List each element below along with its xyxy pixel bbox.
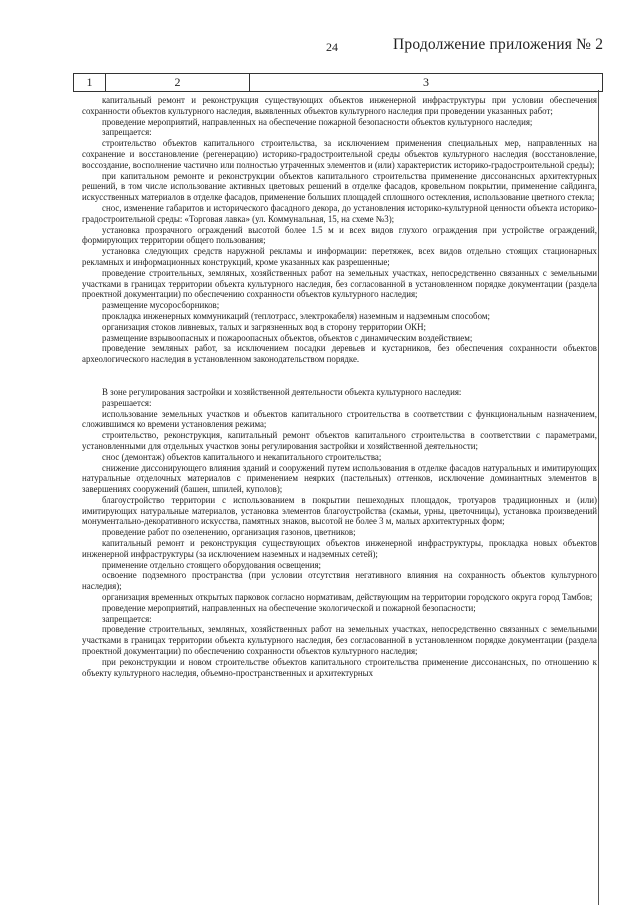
table-header-row (73, 73, 603, 92)
paragraph: благоустройство территории с использованием в покрытии пешеходных площадок, тротуаров традиционных и (или) имитирующих натуральные материалов, установка элементов благоустройства (скамьи, урны, цветочницы), установка произведений монументально-декоративного искусства, памятных знаков, высотой не более 3 м, малых архитектурных форм; (82, 494, 597, 527)
section-heading: В зоне регулирования застройки и хозяйственной деятельности объекта культурного наследия: (102, 386, 462, 397)
paragraph: при реконструкции и новом строительстве объектов капитального строительства применение диссонансных, по отношению к объекту культурного наследия, объемно-пространственных и архитектурных (82, 656, 597, 678)
paragraph: организация стоков ливневых, талых и загрязненных вод в сторону территории ОКН; (102, 321, 426, 332)
paragraph: снос, изменение габаритов и исторического фасадного декора, до установления историко-культурной ценности объекта историко-градостроительной среды: «Торговая лавка» (ул. Коммунальная, 15, на схеме №3); (82, 202, 597, 224)
paragraph: применение отдельно стоящего оборудования освещения; (102, 559, 322, 570)
paragraph: проведение строительных, земляных, хозяйственных работ на земельных участках, непосредственно связанных с земельными участками в границах территории объекта культурного наследия, без согласованной в установленном порядке документации (раздела проектной документации) по обеспечению сохранности объектов культурного наследия; (82, 267, 597, 300)
paragraph: при капитальном ремонте и реконструкции объектов капитального строительства применение диссонансных архитектурных решений, в том числе использование активных цветовых решений в отделке фасадов, кровельном покрытии, применение сайдинга, искусственных материалов в отделке фасадов, применение больших площадей сплошного остекления, использование цветного стекла; (82, 170, 597, 203)
paragraph: разрешается: (102, 397, 152, 408)
paragraph: использование земельных участков и объектов капитального строительства в соответствии с функциональным назначением, сложившимся ко времени установления режима; (82, 408, 597, 430)
paragraph: проведение мероприятий, направленных на обеспечение экологической и пожарной безопасности; (102, 602, 476, 613)
paragraph: запрещается: (102, 613, 152, 624)
paragraph: проведение строительных, земляных, хозяйственных работ на земельных участках, непосредственно связанных с земельными участками в границах территории объекта культурного наследия, без согласованной в установленном порядке документации (раздела проектной документации) по обеспечению сохранности объектов культурного наследия; (82, 624, 597, 657)
paragraph: прокладка инженерных коммуникаций (теплотрасс, электрокабеля) наземным и надземным способом; (102, 310, 490, 321)
paragraph: снижение диссонирующего влияния зданий и сооружений путем использования в отделке фасадов натуральных и имитирующих натуральные отделочных материалов с применением неярких (пастельных) оттенков, исключение доминантных элементов в завершениях сооружений (башен, шпилей, куполов); (82, 462, 597, 495)
paragraph: запрещается: (102, 127, 152, 138)
paragraph: капитальный ремонт и реконструкция существующих объектов инженерной инфраструктуры, прокладка новых объектов инженерной инфраструктуры (за исключением наземных и надземных сетей); (82, 538, 597, 559)
paragraph: проведение мероприятий, направленных на обеспечение пожарной безопасности объектов культурного наследия; (102, 116, 533, 127)
paragraph: строительство, реконструкция, капитальный ремонт объектов капитального строительства в соответствии с параметрами, установленными для отдельных участков зоны регулирования застройки и хозяйственной деятельности; (82, 430, 597, 451)
paragraph: снос (демонтаж) объектов капитального и некапитального строительства; (102, 451, 382, 462)
paragraph: освоение подземного пространства (при условии отсутствия негативного влияния на сохранность объектов культурного наследия); (82, 570, 597, 592)
document-body (82, 95, 597, 678)
paragraph: строительство объектов капитального строительства, за исключением применения специальных мер, направленных на сохранение и восстановление (регенерацию) историко-градостроительной среды объектов культурного наследия (восстановление, воссоздание, восполнение частично или полностью утраченных элементов и (или) характеристик историко-градостроительной среды); (82, 138, 597, 170)
paragraph: размещение взрывоопасных и пожароопасных объектов, объектов с динамическим воздействием; (102, 332, 473, 343)
page-number: 24 (326, 40, 338, 54)
appendix-title: Продолжение приложения № 2 (393, 36, 604, 53)
paragraph: организация временных открытых парковок согласно нормативам, действующим на территории городского округа город Тамбов; (102, 592, 593, 603)
paragraph: размещение мусоросборников; (102, 300, 220, 311)
paragraph: проведение земляных работ, за исключением посадки деревьев и кустарников, без обеспечения сохранности объектов археологического наследия в установленном законодательством порядке. (82, 343, 597, 365)
table-header-col-2: 2 (106, 74, 250, 91)
table-right-border (598, 90, 599, 905)
table-header-col-1: 1 (74, 74, 106, 91)
paragraph: установка прозрачного ограждений высотой более 1.5 м и всех видов глухого ограждения при устройстве ограждений, формирующих территории общего пользования; (82, 224, 597, 246)
paragraph: проведение работ по озеленению, организация газонов, цветников; (102, 527, 356, 538)
paragraph: капитальный ремонт и реконструкция существующих объектов инженерной инфраструктуры при условии обеспечения сохранности объектов культурного наследия, выявленных объектов культурного наследия при проведении указанных работ; (82, 95, 597, 116)
table-header-col-3: 3 (423, 75, 429, 89)
paragraph: установка следующих средств наружной рекламы и информации: перетяжек, всех видов отдельно стоящих стационарных рекламных и информационных конструкций, кроме указанных как разрешенные; (82, 246, 597, 267)
